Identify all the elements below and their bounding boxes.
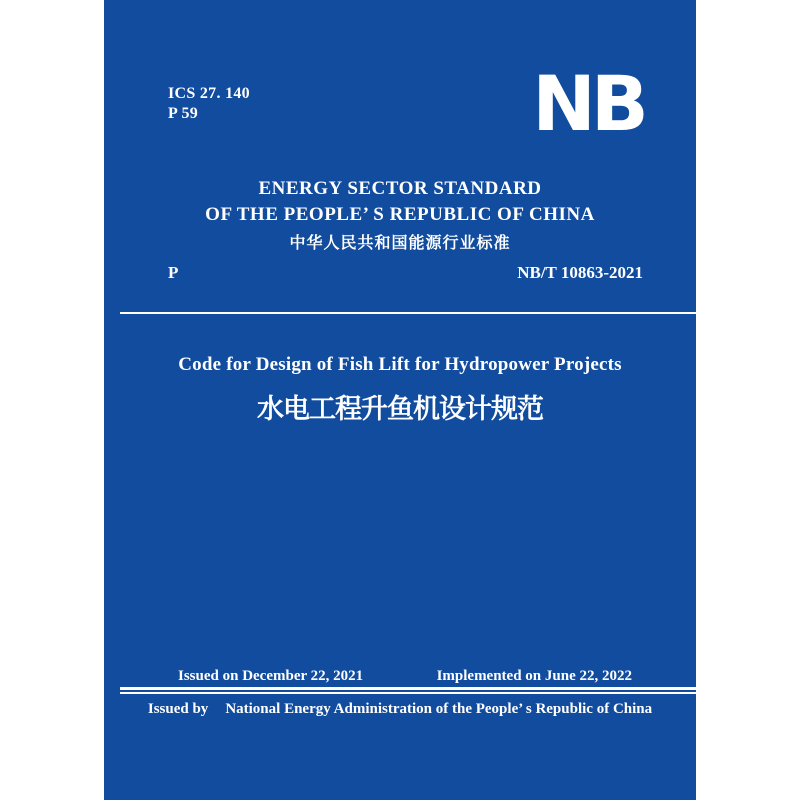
- issued-by-value: National Energy Administration of the People’ s Republic of China: [225, 701, 653, 717]
- classification-block: [168, 84, 250, 124]
- implemented-date: Implemented on June 22, 2022: [436, 668, 632, 684]
- issued-date: Issued on December 22, 2021: [178, 668, 364, 684]
- ics-code: ICS 27. 140: [168, 85, 250, 102]
- standard-heading-cn: 中华人民共和国能源行业标准: [289, 235, 511, 252]
- standard-heading-en-line1: ENERGY SECTOR STANDARD: [258, 178, 542, 199]
- issued-by-label: Issued by: [147, 701, 209, 717]
- standard-heading-en-line2: OF THE PEOPLE’ S REPUBLIC OF CHINA: [205, 204, 595, 225]
- nb-logo: NB: [532, 59, 644, 148]
- standard-heading: [104, 178, 696, 254]
- doc-class-code: P 59: [168, 105, 199, 122]
- double-divider-line: [120, 687, 696, 694]
- doc-class-letter: P: [168, 263, 179, 282]
- code-row: [168, 263, 643, 283]
- cover-panel: [104, 0, 696, 800]
- title-cn: 水电工程升鱼机设计规范: [257, 394, 543, 424]
- issued-by-row: [104, 701, 696, 718]
- divider-line: [120, 312, 696, 314]
- standard-number: NB/T 10863-2021: [517, 263, 643, 282]
- title-block: [104, 354, 696, 426]
- title-en: Code for Design of Fish Lift for Hydropower Projects: [178, 354, 622, 375]
- dates-row: [178, 668, 632, 685]
